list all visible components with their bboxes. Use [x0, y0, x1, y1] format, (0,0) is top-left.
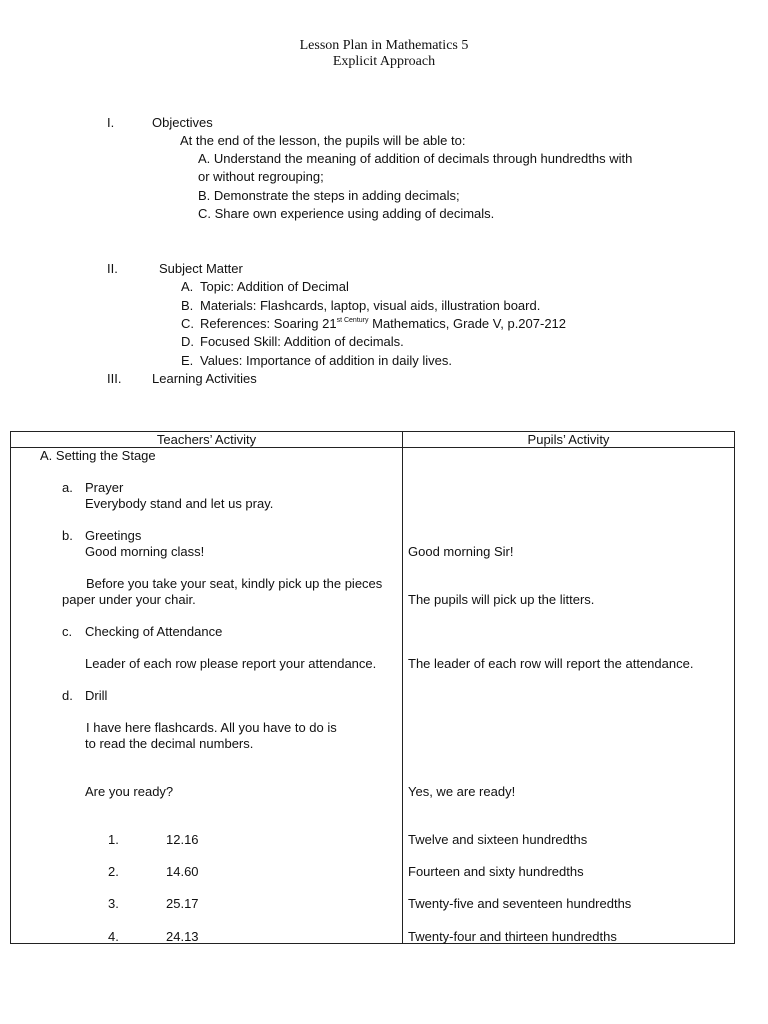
document-title: Lesson Plan in Mathematics 5	[299, 38, 469, 53]
pupil-activity-header: Pupils’ Activity	[403, 432, 735, 448]
pupil-drill-answer: Twenty-five and seventeen hundredths	[408, 896, 632, 911]
list-label: b.	[62, 528, 73, 543]
drill-item-value: 12.16	[166, 832, 199, 847]
ready-question: Are you ready?	[85, 784, 174, 799]
pupil-drill-answer: Twelve and sixteen hundredths	[408, 832, 588, 847]
pupil-attendance-response: The leader of each row will report the attendance.	[408, 656, 694, 671]
litter-instruction: paper under your chair.	[62, 592, 196, 607]
objectives-intro: At the end of the lesson, the pupils will be able to:	[180, 133, 466, 148]
objective-item: or without regrouping;	[198, 169, 324, 184]
setting-the-stage: A. Setting the Stage	[40, 448, 156, 463]
subject-item-letter: C.	[181, 316, 194, 331]
teacher-activity-header: Teachers’ Activity	[11, 432, 403, 448]
references-superscript: st Century	[336, 317, 369, 324]
subject-item-letter: E.	[181, 353, 194, 368]
subject-item-letter: D.	[181, 334, 194, 349]
document-subtitle: Explicit Approach	[332, 54, 436, 69]
drill-item-number: 3.	[108, 896, 119, 911]
objective-item: A. Understand the meaning of addition of decimals through hundredths with	[198, 151, 633, 166]
subject-item-references	[200, 315, 566, 333]
section-3-numeral: III.	[107, 371, 122, 386]
drill-instruction: I have here flashcards. All you have to do is	[86, 720, 337, 735]
drill-item-value: 24.13	[166, 929, 199, 944]
list-label: a.	[62, 480, 73, 495]
drill-instruction: to read the decimal numbers.	[85, 736, 254, 751]
attendance-title: Checking of Attendance	[85, 624, 223, 639]
pupil-drill-answer: Fourteen and sixty hundredths	[408, 864, 584, 879]
litter-instruction: Before you take your seat, kindly pick up the pieces	[86, 576, 383, 591]
section-1-heading: Objectives	[152, 115, 213, 130]
teacher-activity-cell	[11, 448, 403, 944]
subject-item-text: Values: Importance of addition in daily lives.	[200, 353, 452, 368]
pupil-drill-answer: Twenty-four and thirteen hundredths	[408, 929, 617, 944]
pupil-activity-cell	[403, 448, 735, 944]
references-text-after: Mathematics, Grade V, p.207-212	[368, 316, 567, 331]
table-header-row	[11, 432, 735, 448]
pupil-ready-response: Yes, we are ready!	[408, 784, 516, 799]
prayer-title: Prayer	[85, 480, 124, 495]
references-text: References: Soaring 21	[200, 316, 337, 331]
greetings-title: Greetings	[85, 528, 142, 543]
drill-item-number: 4.	[108, 929, 119, 944]
subject-item-text: Topic: Addition of Decimal	[200, 279, 349, 294]
pupil-greeting: Good morning Sir!	[408, 544, 514, 559]
learning-activities-table	[10, 431, 735, 944]
section-2-heading: Subject Matter	[159, 261, 243, 276]
drill-item-value: 25.17	[166, 896, 199, 911]
subject-item-text: Focused Skill: Addition of decimals.	[200, 334, 404, 349]
drill-title: Drill	[85, 688, 108, 703]
list-label: d.	[62, 688, 73, 703]
drill-item-number: 2.	[108, 864, 119, 879]
section-3-heading: Learning Activities	[152, 371, 257, 386]
pupil-litter-response: The pupils will pick up the litters.	[408, 592, 595, 607]
list-label: c.	[62, 624, 73, 639]
subject-item-text: Materials: Flashcards, laptop, visual aids, illustration board.	[200, 298, 541, 313]
subject-item-letter: B.	[181, 298, 194, 313]
drill-item-number: 1.	[108, 832, 119, 847]
objective-item: C. Share own experience using adding of decimals.	[198, 206, 495, 221]
section-2-numeral: II.	[107, 261, 118, 276]
subject-item-letter: A.	[181, 279, 194, 294]
drill-item-value: 14.60	[166, 864, 199, 879]
attendance-text: Leader of each row please report your attendance.	[85, 656, 377, 671]
objective-item: B. Demonstrate the steps in adding decimals;	[198, 188, 460, 203]
section-1-numeral: I.	[107, 115, 115, 130]
greetings-text: Good morning class!	[85, 544, 205, 559]
prayer-text: Everybody stand and let us pray.	[85, 496, 274, 511]
table-row	[11, 448, 735, 944]
